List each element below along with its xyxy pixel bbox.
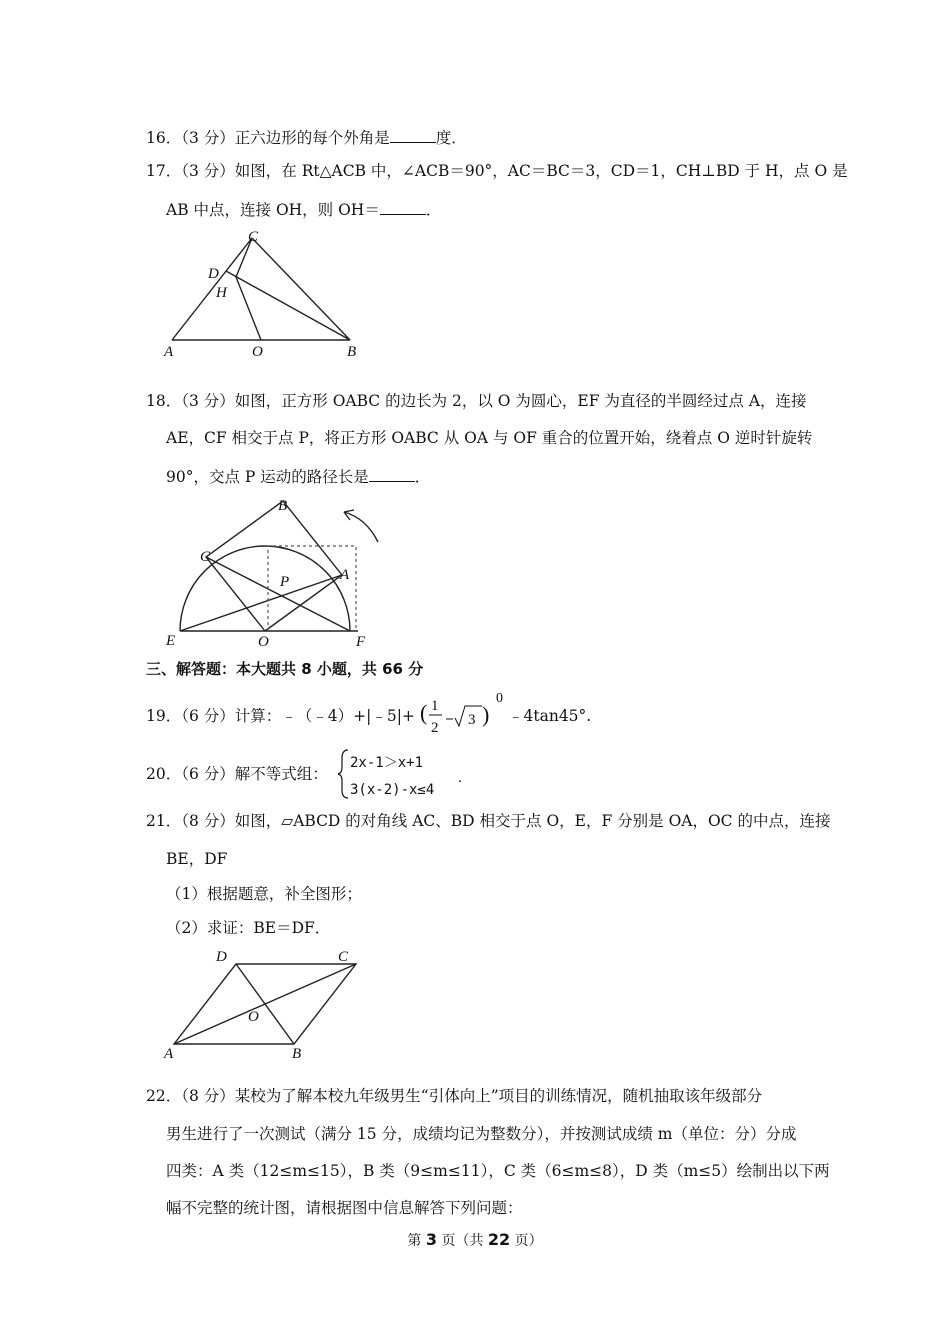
q22-number: 22． (146, 1087, 182, 1105)
q17-text-line-1: 如图，在 Rt△ACB 中，∠ACB＝90°，AC＝BC＝3，CD＝1，CH⊥BD 于 H，点 O 是 (234, 162, 848, 180)
q18-label-e: E (166, 633, 176, 649)
q19-fraction-denominator: 2 (431, 720, 439, 736)
footer-prefix: 第 (407, 1233, 422, 1249)
q21-number: 21． (146, 812, 182, 830)
footer-mid: 页（共 (441, 1233, 484, 1249)
page-footer (0, 1230, 950, 1250)
q19-text: 计算：﹣（﹣4）+|﹣5|+ (234, 707, 415, 725)
q21-sub-question-1: （1）根据题意，补全图形； (166, 885, 362, 903)
question-22-line-4 (166, 1198, 836, 1218)
q21-label-o: O (248, 1009, 259, 1025)
q21-text-line-2: BE，DF (166, 850, 228, 868)
q17-label-d: D (208, 266, 219, 282)
footer-page-number: 3 (425, 1230, 437, 1249)
q22-text-line-3: 四类：A 类（12≤m≤15），B 类（9≤m≤11），C 类（6≤m≤8），D 类（m≤5）绘制出以下两 (166, 1162, 830, 1180)
q19-exponent: 0 (496, 691, 503, 706)
q22-text-line-1: 某校为了解本校九年级男生“引体向上”项目的训练情况，随机抽取该年级部分 (234, 1087, 763, 1105)
q18-text-line-2: AE，CF 相交于点 P，将正方形 OABC 从 OA 与 OF 重合的位置开始，绕着点 O 逆时针旋转 (166, 429, 813, 447)
q17-label-b: B (347, 344, 357, 360)
question-21-sub-1 (166, 884, 836, 904)
q18-label-p: P (280, 574, 290, 590)
q18-number: 18． (146, 392, 182, 410)
q22-score: （8 分） (181, 1087, 235, 1105)
q18-rotation-arc (344, 512, 378, 542)
q18-label-o: O (258, 634, 269, 650)
section-3-heading: 三、解答题：本大题共 8 小题，共 66 分 (146, 660, 424, 678)
question-21-line-1 (146, 811, 831, 831)
q17-text-end: ． (425, 201, 442, 219)
question-22-line-3 (166, 1161, 836, 1181)
q20-period: . (458, 770, 462, 786)
q17-label-a: A (164, 344, 174, 360)
q17-label-c: C (248, 229, 259, 245)
footer-total-pages: 22 (487, 1230, 511, 1249)
question-21-sub-2 (166, 918, 836, 938)
question-17-line-2 (166, 199, 836, 220)
q20-number: 20． (146, 765, 182, 783)
question-16 (146, 127, 816, 148)
q16-number: 16． (146, 129, 182, 147)
q19-score: （6 分） (181, 707, 235, 725)
q22-text-line-2: 男生进行了一次测试（满分 15 分，成绩均记为整数分），并按测试成绩 m（单位：分）分成 (166, 1125, 797, 1143)
q19-close-paren: ) (482, 702, 490, 727)
q17-answer-blank[interactable] (380, 199, 426, 215)
q18-semicircle-figure (160, 492, 390, 650)
q21-label-c: C (338, 949, 349, 965)
q20-inequality-system (338, 746, 468, 802)
q18-text-end: ． (414, 468, 431, 486)
question-18-line-2 (166, 428, 836, 448)
q16-text: 正六边形的每个外角是 (234, 129, 390, 147)
q20-score: （6 分） (181, 765, 235, 783)
q21-sub-question-2: （2）求证：BE＝DF． (166, 919, 331, 937)
q16-text-end: 度． (435, 129, 467, 147)
question-17-line-1 (146, 161, 848, 181)
q20-inequality-1: 2x-1＞x+1 (350, 755, 424, 771)
q19-number: 19． (146, 707, 182, 725)
q17-number: 17． (146, 162, 182, 180)
q17-segment-oh (236, 277, 261, 340)
q17-segment-cb (252, 238, 350, 340)
q21-diagonal-bd (236, 964, 294, 1044)
q18-label-f: F (356, 634, 366, 650)
q17-segment-ac (172, 238, 252, 340)
footer-suffix: 页） (514, 1233, 543, 1249)
q19-sqrt-value: 3 (468, 712, 476, 728)
q17-label-h: H (216, 285, 227, 301)
q21-score: （8 分） (181, 812, 235, 830)
q20-inequality-2: 3(x-2)-x≤4 (350, 782, 435, 798)
q19-open-paren: ( (420, 700, 428, 725)
q18-segment-ae (180, 575, 342, 631)
q22-text-line-4: 幅不完整的统计图，请根据图中信息解答下列问题： (166, 1199, 523, 1217)
q18-label-c: C (200, 549, 211, 565)
q18-text-line-1: 如图，正方形 OABC 的边长为 2，以 O 为圆心，EF 为直径的半圆经过点 A，连接 (234, 392, 807, 410)
q17-text-line-2: AB 中点，连接 OH，则 OH＝ (166, 201, 380, 219)
q17-segment-db (226, 271, 350, 340)
q21-text-line-1: 如图，▱ABCD 的对角线 AC、BD 相交于点 O，E，F 分别是 OA，OC 的中点，连接 (234, 812, 831, 830)
q16-answer-blank[interactable] (390, 127, 436, 143)
q21-label-d: D (216, 949, 227, 965)
q17-score: （3 分） (181, 162, 235, 180)
q18-label-b: B (278, 498, 288, 514)
q17-triangle-figure (160, 224, 370, 364)
q20-brace (338, 750, 348, 798)
q18-score: （3 分） (181, 392, 235, 410)
q19-formula (420, 688, 520, 738)
question-21-line-2 (166, 849, 836, 869)
question-18-line-3 (166, 466, 836, 487)
q21-label-b: B (292, 1046, 302, 1062)
q18-segment-cf (206, 557, 350, 631)
q18-answer-blank[interactable] (369, 466, 415, 482)
q20-text: 解不等式组： (234, 765, 328, 783)
q19-fraction-numerator: 1 (431, 698, 439, 714)
q17-label-o: O (252, 344, 263, 360)
question-22-line-2 (166, 1124, 836, 1144)
q18-square-oabc (206, 501, 342, 631)
q18-text-line-3: 90°，交点 P 运动的路径长是 (166, 468, 369, 486)
q16-score: （3 分） (181, 129, 235, 147)
q19-text-end: ﹣4tan45°. (508, 707, 592, 725)
question-20 (146, 764, 816, 784)
q19-tail (508, 706, 628, 726)
q18-label-a: A (340, 567, 350, 583)
q21-parallelogram-figure (160, 942, 370, 1064)
question-22-line-1 (146, 1086, 816, 1106)
q21-label-a: A (164, 1046, 174, 1062)
question-18-line-1 (146, 391, 816, 411)
